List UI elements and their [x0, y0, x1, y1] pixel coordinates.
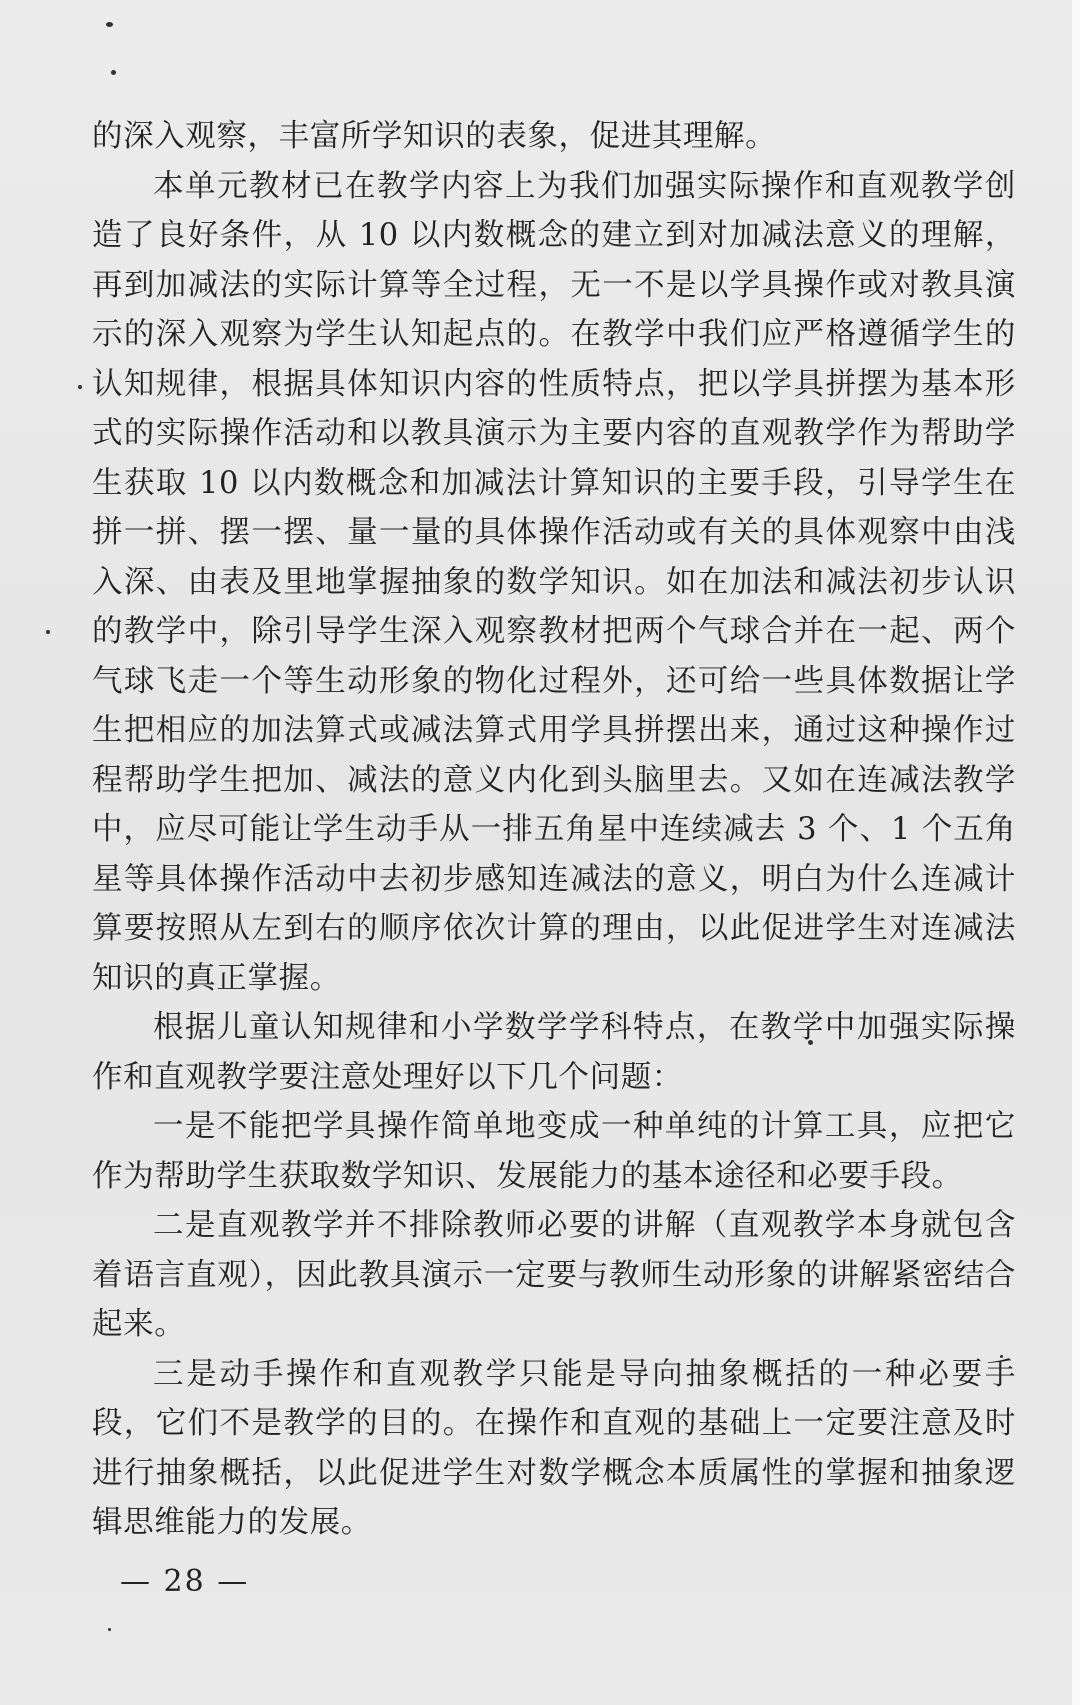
paragraph-teaching-materials: 本单元教材已在教学内容上为我们加强实际操作和直观教学创造了良好条件，从 10 以内数概念的建立到对加减法意义的理解，再到加减法的实际计算等全过程，无一不是以学具操作或对教具演示的深入观察为学生认知起点的。在教学中我们应严格遵循学生的认知规律，根据具体知识内容的性质特点，把以学具拼摆为基本形式的实际操作活动和以教具演示为主要内容的直观教学作为帮助学生获取 10 以内数概念和加减法计算知识的主要手段，引导学生在拼一拼、摆一摆、量一量的具体操作活动或有关的具体观察中由浅入深、由表及里地掌握抽象的数学知识。如在加法和减法初步认识的教学中，除引导学生深入观察教材把两个气球合并在一起、两个气球飞走一个等生动形象的物化过程外，还可给一些具体数据让学生把相应的加法算式或减法算式用学具拼摆出来，通过这种操作过程帮助学生把加、减法的意义内化到头脑里去。又如在连减法教学中，应尽可能让学生动手从一排五角星中连续减去 3 个、1 个五角星等具体操作活动中去初步感知连减法的意义，明白为什么连减计算要按照从左到右的顺序依次计算的理由，以此促进学生对连减法知识的真正掌握。: [92, 168, 1016, 996]
body-text: [92, 112, 1016, 1548]
page-number: — 28 —: [120, 1564, 250, 1599]
ink-speck: [46, 630, 50, 634]
ink-speck: [106, 22, 113, 27]
page-edge: [1072, 0, 1080, 1705]
ink-speck: [111, 70, 116, 75]
paragraph-issue-one: 一是不能把学具操作简单地变成一种单纯的计算工具，应把它作为帮助学生获取数学知识、发展能力的基本途径和必要手段。: [92, 1109, 1016, 1194]
paragraph-issues-intro: 根据儿童认知规律和小学数学学科特点，在教学中加强实际操作和直观教学要注意处理好以下几个问题：: [92, 1010, 1016, 1095]
ink-speck: [108, 1628, 111, 1631]
paragraph-issue-two: 二是直观教学并不排除教师必要的讲解（直观教学本身就包含着语言直观），因此教具演示一定要与教师生动形象的讲解紧密结合起来。: [92, 1208, 1016, 1342]
paragraph-continuation: 的深入观察，丰富所学知识的表象，促进其理解。: [92, 119, 777, 154]
paragraph-issue-three: 三是动手操作和直观教学只能是导向抽象概括的一种必要手段，它们不是教学的目的。在操作和直观的基础上一定要注意及时进行抽象概括，以此促进学生对数学概念本质属性的掌握和抽象逻辑思维能力的发展。: [92, 1356, 1016, 1540]
ink-speck: [78, 385, 82, 389]
